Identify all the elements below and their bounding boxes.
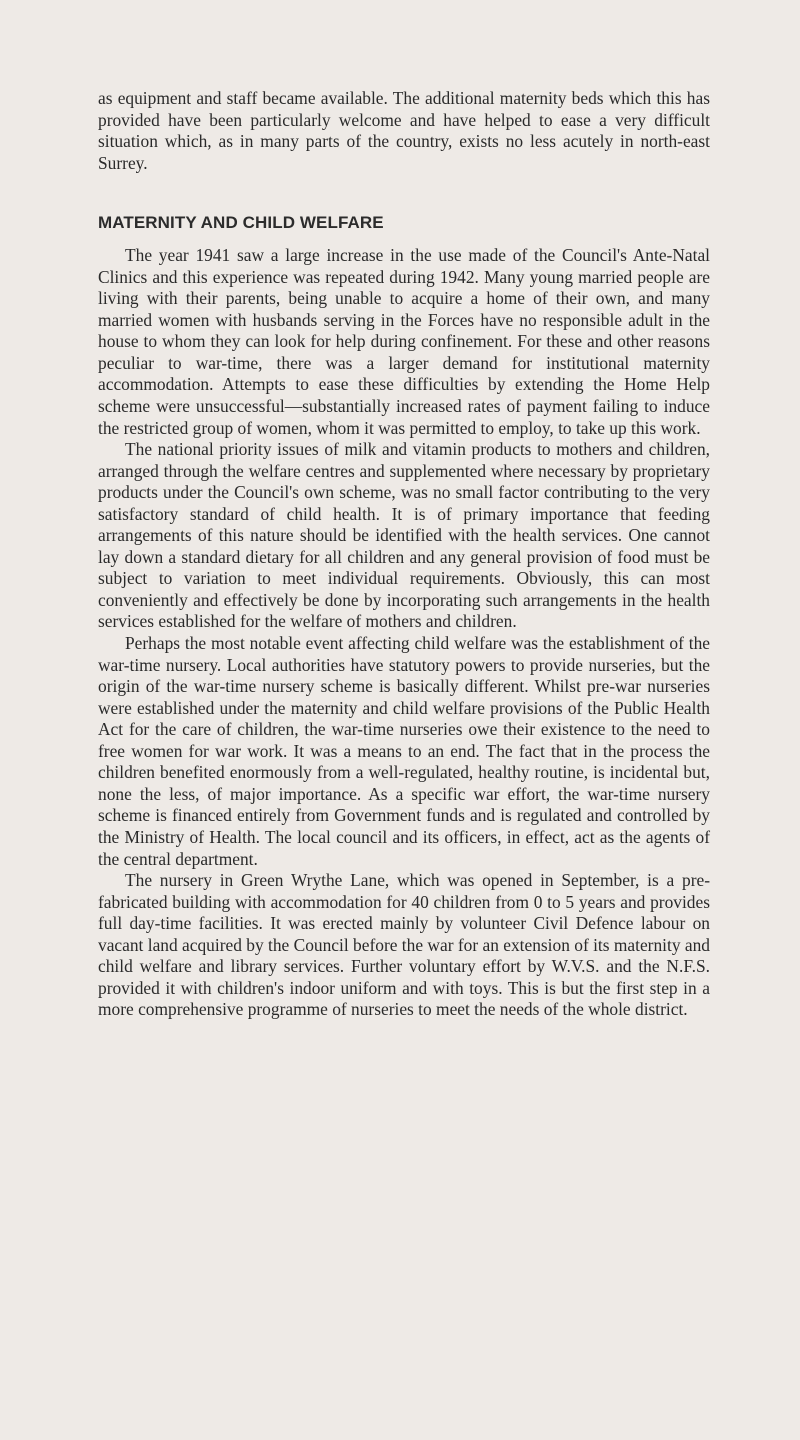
paragraph-milk-vitamins: The national priority issues of milk and vitamin products to mothers and children, arranged through the welfare centres and supplemented where necessary by proprietary products under the Council's own scheme, was no small factor contributing to the very satisfactory standard of child health. It is of primary importance that feeding arrangements of this nature should be identified with the health services. One cannot lay down a standard dietary for all children and any general provision of food must be subject to variation to meet individual requirements. Obviously, this can most conveniently and effectively be done by incorporating such arrangements in the health services established for the welfare of mothers and children. (98, 439, 710, 632)
paragraph-green-wrythe-nursery: The nursery in Green Wrythe Lane, which was opened in September, is a pre-fabricated building with accommodation for 40 children from 0 to 5 years and provides full day-time facilities. It was erected mainly by volunteer Civil Defence labour on vacant land acquired by the Council before the war for an extension of its maternity and child welfare and library services. Further voluntary effort by W.V.S. and the N.F.S. provided it with children's indoor uniform and with toys. This is but the first step in a more comprehensive programme of nurseries to meet the needs of the whole district. (98, 870, 710, 1020)
paragraph-war-time-nursery: Perhaps the most notable event affecting child welfare was the establishment of the war-time nursery. Local authorities have statutory powers to provide nurseries, but the origin of the war-time nursery scheme is basically different. Whilst pre-war nurseries were established under the maternity and child welfare provisions of the Public Health Act for the care of children, the war-time nurseries owe their existence to the need to free women for war work. It was a means to an end. The fact that in the process the children benefited enormously from a well-regulated, healthy routine, is incidental but, none the less, of major importance. As a specific war effort, the war-time nursery scheme is financed entirely from Government funds and is regulated and controlled by the Ministry of Health. The local council and its officers, in effect, act as the agents of the central department. (98, 633, 710, 869)
continuation-paragraph: as equipment and staff became available. The additional maternity beds which this has provided have been particularly welcome and have helped to ease a very difficult situation which, as in many parts of the country, exists no less acutely in north-east Surrey. (98, 88, 710, 173)
section-heading: MATERNITY AND CHILD WELFARE (98, 213, 384, 233)
document-page (98, 88, 710, 1021)
paragraph-antenatal: The year 1941 saw a large increase in the use made of the Council's Ante-Natal Clinics and this experience was repeated during 1942. Many young married people are living with their parents, being unable to acquire a home of their own, and many married women with husbands serving in the Forces have no responsible adult in the house to whom they can look for help during confinement. For these and other reasons peculiar to war-time, there was a larger demand for institutional maternity accommodation. Attempts to ease these difficulties by extending the Home Help scheme were unsuccessful—substantially increased rates of payment failing to induce the restricted group of women, whom it was permitted to employ, to take up this work. (98, 245, 710, 438)
